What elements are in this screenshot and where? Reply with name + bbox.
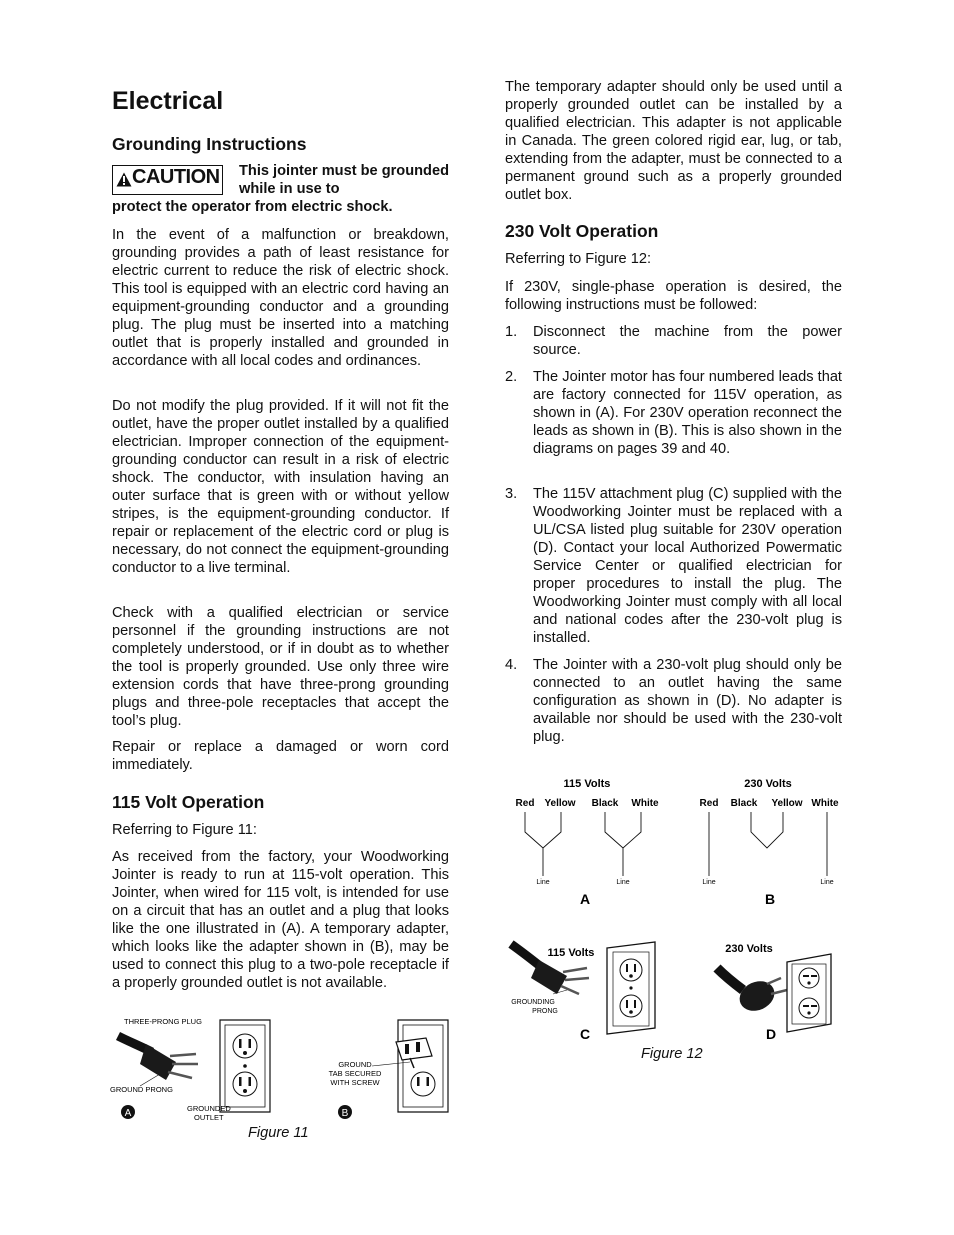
grounding-paragraph-2: Do not modify the plug provided. If it will not fit the outlet, have the proper outlet installed by a qualified electrician. Improper connection of the equipment-grounding conductor can result in a risk of electric shock. The conductor, with insulation having an outer surface that is green with or without yellow stripes, is the equipment-grounding conductor. If repair or replacement of the electric cord or plug is necessary, do not connect the equipment-grounding conductor to a live terminal. — [112, 398, 449, 576]
caution-label-box — [112, 165, 223, 195]
step-text: The Jointer with a 230-volt plug should only be connected to an outlet having the same configuration as shown in (D). No adapter is available nor should be used with the 230-volt plug. — [533, 657, 842, 745]
diagram-label-a: A — [579, 891, 591, 907]
figure-12-illustration — [505, 772, 850, 1042]
step-number: 1. — [505, 324, 518, 340]
grounding-heading: Grounding Instructions — [112, 134, 307, 154]
grounding-label: GROUNDING — [511, 999, 555, 1006]
line-label-b1: Line — [702, 879, 716, 886]
figure-12-caption: Figure 12 — [641, 1046, 703, 1062]
marker-b-label: B — [341, 1108, 349, 1119]
three-prong-plug-label: THREE-PRONG PLUG — [124, 1017, 202, 1026]
step-number: 2. — [505, 369, 518, 385]
tab-secured-label: TAB SECURED — [328, 1069, 382, 1078]
adapter-b — [396, 1038, 432, 1060]
figure-11-caption: Figure 11 — [248, 1125, 309, 1141]
wire-black-b: Black — [730, 798, 758, 809]
step-item — [505, 323, 842, 359]
caution-text: This jointer must be grounded while in use to — [239, 163, 449, 197]
wire-white-a: White — [631, 798, 659, 809]
caution-label: CAUTION — [132, 166, 220, 188]
wiring-a-title: 115 Volts — [563, 778, 611, 790]
v230-paragraph: If 230V, single-phase operation is desired, the following instructions must be followed: — [505, 279, 842, 313]
ground-label: GROUND — [338, 1060, 372, 1069]
step-item — [505, 656, 842, 746]
figure-11 — [110, 1014, 455, 1126]
wire-pair-2-a — [605, 812, 641, 876]
wire-red-a: Red — [515, 798, 535, 809]
grounding-paragraph-3: Check with a qualified electrician or service personnel if the grounding instructions are not completely understood, or if in doubt as to whether the tool is properly grounded. Use only three wire extension cords that have three-prong grounding plugs and three-pole receptacles that accept the tool’s plug. — [112, 605, 449, 729]
v115-heading: 115 Volt Operation — [112, 792, 265, 812]
v230-heading: 230 Volt Operation — [505, 221, 659, 241]
wire-black-a: Black — [591, 798, 619, 809]
grounding-paragraph-1: In the event of a malfunction or breakdown, grounding provides a path of least resistance for electric current to reduce the risk of electric shock. This tool is equipped with an electric cord having an equipment-grounding conductor and a grounding plug. The plug must be inserted into a matching outlet that is properly installed and grounded in accordance with all local codes and ordinances. — [112, 227, 449, 369]
diagram-label-c: C — [579, 1026, 591, 1042]
step-text: Disconnect the machine from the power source. — [533, 324, 842, 358]
figure-12 — [505, 772, 850, 1042]
ground-prong-label: GROUND PRONG — [110, 1085, 173, 1094]
three-prong-plug-a — [140, 1044, 176, 1080]
prong-label: PRONG — [532, 1008, 558, 1015]
line-label-b2: Line — [820, 879, 834, 886]
wire-jumper-b — [751, 812, 783, 848]
wire-red-b: Red — [699, 798, 719, 809]
plug-c-title: 115 Volts — [547, 947, 595, 959]
with-screw-label: WITH SCREW — [330, 1078, 380, 1087]
step-number: 3. — [505, 486, 518, 502]
v230-reference: Referring to Figure 12: — [505, 251, 652, 267]
step-item — [505, 485, 842, 647]
wire-yellow-a: Yellow — [544, 798, 576, 809]
step-text: The 115V attachment plug (C) supplied with the Woodworking Jointer must be replaced with a UL/CSA listed plug suitable for 230V operation (D). Contact your local Authorized Powermatic Service Center or qualified electrician for proper procedures to install the plug. The Woodworking Jointer must comply with all local and national codes after the 230-volt plug is installed. — [533, 486, 842, 646]
grounding-paragraph-4: Repair or replace a damaged or worn cord immediately. — [112, 739, 449, 773]
step-number: 4. — [505, 657, 518, 673]
caution-text-continued: protect the operator from electric shock. — [112, 199, 393, 215]
marker-a-label: A — [124, 1108, 132, 1119]
step-item — [505, 368, 842, 458]
figure-11-illustration — [110, 1014, 455, 1126]
wire-pair-1-a — [525, 812, 561, 876]
diagram-label-b: B — [764, 891, 776, 907]
v115-reference: Referring to Figure 11: — [112, 822, 257, 838]
wiring-b-title: 230 Volts — [744, 778, 792, 790]
line-label-a2: Line — [616, 879, 630, 886]
diagram-label-d: D — [765, 1026, 777, 1042]
plug-d-title: 230 Volts — [725, 943, 773, 955]
warning-triangle-icon — [116, 172, 132, 187]
line-label-a1: Line — [536, 879, 550, 886]
v115-paragraph: As received from the factory, your Woodworking Jointer is ready to run at 115-volt operation. This Jointer, when wired for 115 volt, is intended for use on a circuit that has an outlet and a plug that looks like the one illustrated in (A). A temporary adapter, which looks like the adapter shown in (B), may be used to connect this plug to a two-pole receptacle if a properly grounded outlet is not available. — [112, 849, 449, 991]
step-text: The Jointer motor has four numbered leads that are factory connected for 115V operation, as shown in (A). For 230V operation reconnect the leads as shown in (B). This is also shown in the diagrams on pages 39 and 40. — [533, 369, 842, 457]
grounded-label: GROUNDED — [187, 1104, 231, 1113]
outlet-label: OUTLET — [194, 1113, 224, 1122]
plug-cord-d — [717, 968, 743, 990]
adapter-paragraph: The temporary adapter should only be used until a properly grounded outlet can be installed by a qualified electrician. This adapter is not applicable in Canada. The green colored rigid ear, lug, or tab, extending from the adapter, must be connected to a permanent ground such as a properly grounded outlet box. — [505, 79, 842, 203]
wire-yellow-b: Yellow — [771, 798, 803, 809]
wire-white-b: White — [811, 798, 839, 809]
page-title: Electrical — [112, 87, 224, 115]
